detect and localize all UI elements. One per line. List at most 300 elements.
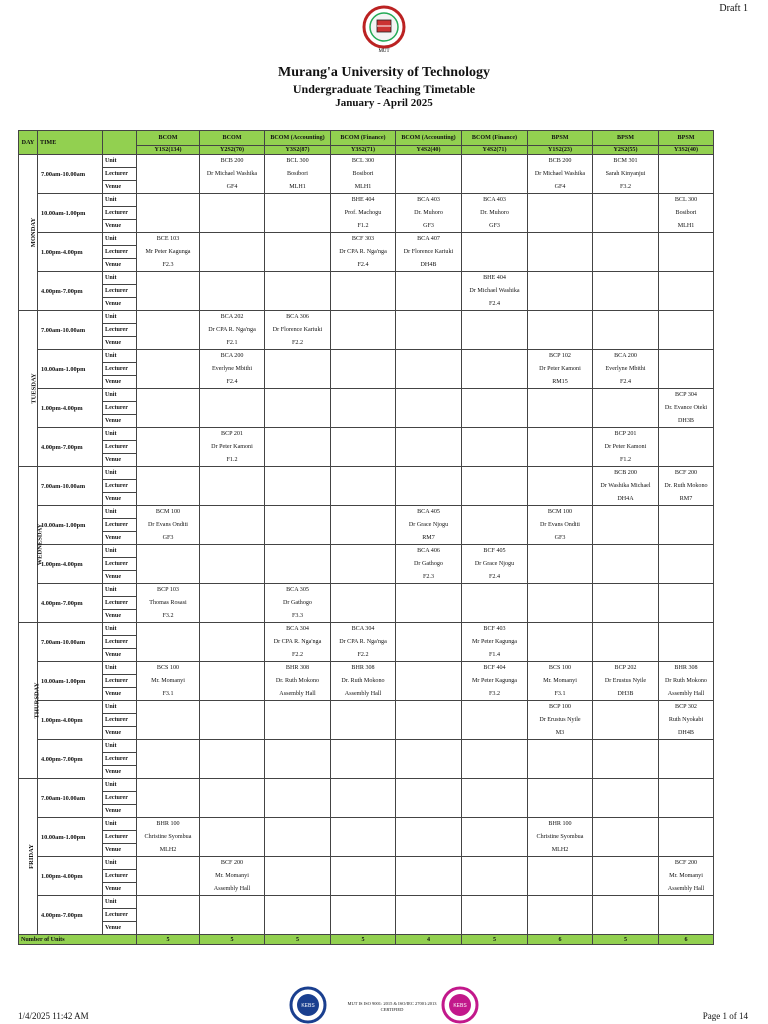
svg-text:KEBS: KEBS: [301, 1003, 315, 1009]
units-label: Number of Units: [19, 935, 137, 945]
timetable-cell: Dr Peter Kamoni: [200, 441, 265, 454]
timetable-cell: [593, 818, 659, 831]
timetable-cell: [265, 415, 331, 428]
timetable-cell: [331, 337, 396, 350]
program-group: Y3S2(40): [659, 146, 714, 155]
timetable-cell: [137, 428, 200, 441]
timetable-cell: [593, 298, 659, 311]
timetable-cell: [137, 155, 200, 168]
program-name: BPSM: [593, 131, 659, 146]
timetable-cell: [462, 779, 528, 792]
timetable-cell: [593, 753, 659, 766]
time-slot: 1.00pm-4.00pm: [38, 233, 103, 272]
row-label: Unit: [103, 155, 137, 168]
timetable-cell: GF4: [528, 181, 593, 194]
timetable-cell: [137, 181, 200, 194]
unit-count: 5: [331, 935, 396, 945]
table-row: [19, 909, 714, 922]
timetable-cell: [462, 597, 528, 610]
timetable-cell: [265, 480, 331, 493]
timetable-cell: [137, 779, 200, 792]
row-label: Lecturer: [103, 870, 137, 883]
timetable-cell: [265, 246, 331, 259]
timetable-cell: [200, 818, 265, 831]
timetable-cell: [593, 766, 659, 779]
row-label: Venue: [103, 454, 137, 467]
timetable-cell: [265, 922, 331, 935]
timetable-cell: F3.3: [265, 610, 331, 623]
table-row: [19, 727, 714, 740]
timetable-cell: [659, 376, 714, 389]
row-label: Venue: [103, 298, 137, 311]
timetable-cell: [137, 389, 200, 402]
timetable-cell: [331, 298, 396, 311]
timetable-cell: [528, 454, 593, 467]
timetable-cell: [462, 389, 528, 402]
timetable-cell: [265, 285, 331, 298]
timetable-cell: Dr Florence Kariuki: [265, 324, 331, 337]
timetable-cell: [331, 727, 396, 740]
timetable-cell: BHR 100: [528, 818, 593, 831]
timetable-cell: [331, 922, 396, 935]
timetable-cell: BCA 202: [200, 311, 265, 324]
timetable-cell: [528, 766, 593, 779]
timetable-cell: [137, 870, 200, 883]
timetable-cell: BCA 305: [265, 584, 331, 597]
timetable-cell: [659, 168, 714, 181]
table-row: [19, 753, 714, 766]
time-slot: 4.00pm-7.00pm: [38, 896, 103, 935]
timetable-cell: [462, 584, 528, 597]
day-name: THURSDAY: [33, 682, 41, 719]
timetable-cell: [396, 415, 462, 428]
timetable-cell: [200, 805, 265, 818]
timetable-cell: [265, 870, 331, 883]
university-logo: [359, 4, 409, 54]
timetable-cell: [593, 246, 659, 259]
program-name: BCOM: [200, 131, 265, 146]
timetable-cell: [200, 402, 265, 415]
timetable-cell: [396, 649, 462, 662]
timetable-cell: Dr. Evance Oteki: [659, 402, 714, 415]
timetable-cell: BCA 403: [462, 194, 528, 207]
row-label: Lecturer: [103, 441, 137, 454]
timetable-cell: [659, 519, 714, 532]
timetable-cell: Dr Erustus Nyile: [593, 675, 659, 688]
timetable-cell: BHR 100: [137, 818, 200, 831]
timetable-cell: Mr. Momanyi: [528, 675, 593, 688]
row-label: Venue: [103, 649, 137, 662]
timetable-cell: [462, 714, 528, 727]
timetable-cell: GF3: [462, 220, 528, 233]
timetable-cell: Dr Michael Washika: [200, 168, 265, 181]
timetable-cell: [200, 194, 265, 207]
row-label: Unit: [103, 623, 137, 636]
timetable-cell: [528, 428, 593, 441]
timetable-cell: [396, 467, 462, 480]
timetable-cell: [462, 831, 528, 844]
row-label: Venue: [103, 922, 137, 935]
timetable-cell: [265, 714, 331, 727]
timetable-cell: [593, 896, 659, 909]
page-number: Page 1 of 14: [702, 1011, 748, 1021]
time-header: TIME: [38, 131, 103, 155]
timetable-cell: RM7: [659, 493, 714, 506]
timetable-cell: Dr Gathogo: [265, 597, 331, 610]
timetable-cell: Christine Syombua: [528, 831, 593, 844]
timetable-cell: [265, 844, 331, 857]
table-row: [19, 623, 714, 636]
timetable-cell: [528, 415, 593, 428]
row-label: Venue: [103, 337, 137, 350]
timetable-cell: [528, 272, 593, 285]
timetable-cell: [528, 636, 593, 649]
timetable-cell: Dr CPA R. Nga'nga: [331, 246, 396, 259]
row-label: Unit: [103, 740, 137, 753]
table-row: [19, 337, 714, 350]
row-label: Lecturer: [103, 831, 137, 844]
timetable-cell: [462, 766, 528, 779]
timetable-cell: BCA 405: [396, 506, 462, 519]
timetable-cell: [593, 207, 659, 220]
timetable-cell: [396, 792, 462, 805]
timetable-cell: [396, 454, 462, 467]
program-name: BCOM (Finance): [462, 131, 528, 146]
timetable-cell: F2.4: [462, 298, 528, 311]
row-label: Venue: [103, 571, 137, 584]
timetable-cell: F1.4: [462, 649, 528, 662]
row-label: Unit: [103, 194, 137, 207]
timetable-cell: BCP 201: [200, 428, 265, 441]
table-row: [19, 714, 714, 727]
timetable-cell: [200, 493, 265, 506]
timetable-cell: Dr Gathogo: [396, 558, 462, 571]
timetable-cell: [593, 883, 659, 896]
timetable-cell: [659, 909, 714, 922]
row-label: Venue: [103, 727, 137, 740]
table-row: [19, 454, 714, 467]
timetable-cell: BCF 404: [462, 662, 528, 675]
table-row: [19, 246, 714, 259]
timetable-cell: [396, 376, 462, 389]
timetable-cell: [462, 844, 528, 857]
timetable-cell: Dr Michael Washika: [462, 285, 528, 298]
timetable-cell: [137, 363, 200, 376]
timetable-cell: [331, 896, 396, 909]
timetable-cell: BCA 403: [396, 194, 462, 207]
timetable-cell: F3.1: [528, 688, 593, 701]
timetable-cell: [265, 545, 331, 558]
timetable-cell: F3.1: [137, 688, 200, 701]
timetable-cell: [462, 883, 528, 896]
timetable-cell: [200, 532, 265, 545]
timetable-cell: MLH1: [659, 220, 714, 233]
timetable-cell: [528, 649, 593, 662]
timetable-cell: [659, 571, 714, 584]
table-row: [19, 792, 714, 805]
timetable-cell: [396, 714, 462, 727]
timetable-cell: [659, 753, 714, 766]
timetable-cell: [396, 896, 462, 909]
timetable-cell: [265, 896, 331, 909]
timetable-cell: [331, 402, 396, 415]
timetable-cell: [396, 168, 462, 181]
table-row: [19, 272, 714, 285]
timetable-cell: [593, 532, 659, 545]
day-cell: [19, 311, 38, 467]
timetable-cell: [528, 311, 593, 324]
timetable-cell: [265, 376, 331, 389]
timetable-cell: [593, 571, 659, 584]
timetable-cell: [331, 376, 396, 389]
row-label: Unit: [103, 896, 137, 909]
timetable-cell: DH4A: [593, 493, 659, 506]
timetable-cell: [659, 155, 714, 168]
timetable-cell: [462, 350, 528, 363]
timetable-cell: [396, 701, 462, 714]
row-label: Unit: [103, 662, 137, 675]
timetable-cell: [265, 909, 331, 922]
timetable-cell: [462, 402, 528, 415]
timetable-cell: [137, 571, 200, 584]
timetable-cell: Dr. Ruth Mokono: [659, 480, 714, 493]
timetable-cell: [265, 350, 331, 363]
timetable-cell: [528, 480, 593, 493]
timetable-cell: [396, 493, 462, 506]
timetable-cell: [462, 519, 528, 532]
table-row: [19, 155, 714, 168]
timetable-cell: GF3: [396, 220, 462, 233]
timetable-cell: [396, 909, 462, 922]
row-label: Lecturer: [103, 168, 137, 181]
timetable-cell: [462, 441, 528, 454]
timetable-cell: BCB 200: [528, 155, 593, 168]
timetable-cell: [331, 311, 396, 324]
program-name: BCOM (Accounting): [265, 131, 331, 146]
timetable-cell: [462, 454, 528, 467]
table-row: [19, 233, 714, 246]
timetable-cell: [593, 909, 659, 922]
timetable-cell: BCP 202: [593, 662, 659, 675]
timetable-cell: BCL 300: [265, 155, 331, 168]
timetable-cell: [265, 740, 331, 753]
draft-label: Draft 1: [719, 3, 748, 14]
row-label: Lecturer: [103, 246, 137, 259]
row-label: Lecturer: [103, 324, 137, 337]
table-row: [19, 701, 714, 714]
timetable-cell: Dr CPA R. Nga'nga: [200, 324, 265, 337]
timetable-cell: [659, 311, 714, 324]
timetable-cell: [137, 922, 200, 935]
timetable-cell: [462, 155, 528, 168]
row-label: Lecturer: [103, 675, 137, 688]
time-slot: 1.00pm-4.00pm: [38, 389, 103, 428]
timetable-cell: [137, 545, 200, 558]
timetable-cell: [593, 337, 659, 350]
time-slot: 10.00am-1.00pm: [38, 818, 103, 857]
timetable-cell: [396, 285, 462, 298]
timetable-cell: [659, 363, 714, 376]
table-row: [19, 480, 714, 493]
timetable-cell: [137, 727, 200, 740]
timetable-cell: [659, 818, 714, 831]
timetable-cell: [137, 896, 200, 909]
table-row: [19, 584, 714, 597]
timetable-cell: F2.4: [200, 376, 265, 389]
timetable-cell: F2.2: [265, 649, 331, 662]
row-label: Lecturer: [103, 792, 137, 805]
timetable-cell: BHE 404: [462, 272, 528, 285]
timetable-cell: [396, 584, 462, 597]
timetable-cell: [593, 233, 659, 246]
timetable-cell: [593, 389, 659, 402]
timetable-cell: [137, 883, 200, 896]
timetable-cell: [265, 272, 331, 285]
timetable-cell: [331, 753, 396, 766]
timetable-cell: Mr. Momanyi: [200, 870, 265, 883]
timetable-cell: [265, 701, 331, 714]
timetable-cell: [137, 194, 200, 207]
timetable-cell: [137, 207, 200, 220]
timetable-cell: [462, 506, 528, 519]
unit-count: 6: [528, 935, 593, 945]
table-row: [19, 194, 714, 207]
timetable-cell: [396, 675, 462, 688]
timetable-cell: [265, 194, 331, 207]
timetable-cell: [462, 493, 528, 506]
timetable-cell: GF3: [137, 532, 200, 545]
timetable-cell: BHR 308: [265, 662, 331, 675]
timetable-cell: [200, 727, 265, 740]
timetable-cell: [528, 220, 593, 233]
timetable-cell: [331, 805, 396, 818]
timetable-cell: [528, 337, 593, 350]
timetable-cell: [137, 402, 200, 415]
timetable-cell: [528, 558, 593, 571]
timetable-cell: [528, 896, 593, 909]
timetable-cell: BCA 407: [396, 233, 462, 246]
timetable-cell: [659, 844, 714, 857]
timetable-cell: [396, 441, 462, 454]
timetable-cell: [331, 714, 396, 727]
timetable-cell: [331, 454, 396, 467]
timetable-cell: [137, 298, 200, 311]
timetable-cell: [137, 454, 200, 467]
row-label: Unit: [103, 506, 137, 519]
timetable-cell: [659, 610, 714, 623]
timetable-cell: [137, 792, 200, 805]
timetable-cell: [528, 493, 593, 506]
table-row: [19, 532, 714, 545]
day-name: FRIDAY: [27, 844, 35, 869]
timetable-cell: [137, 623, 200, 636]
day-name: TUESDAY: [30, 373, 38, 404]
timetable-cell: [528, 285, 593, 298]
timetable-cell: BCP 304: [659, 389, 714, 402]
table-row: [19, 662, 714, 675]
timetable-cell: Assembly Hall: [659, 688, 714, 701]
timetable-cell: [462, 909, 528, 922]
timetable-cell: [593, 311, 659, 324]
timetable-cell: [200, 467, 265, 480]
row-label: Venue: [103, 766, 137, 779]
day-header: DAY: [19, 131, 38, 155]
timetable-cell: [659, 922, 714, 935]
table-row: [19, 428, 714, 441]
timetable-cell: BCM 301: [593, 155, 659, 168]
table-row: [19, 168, 714, 181]
timetable-cell: [331, 870, 396, 883]
row-label: Unit: [103, 467, 137, 480]
timetable-cell: Assembly Hall: [200, 883, 265, 896]
timetable-cell: Dr Evans Onditi: [137, 519, 200, 532]
timetable-cell: [265, 467, 331, 480]
time-slot: 7.00am-10.00am: [38, 779, 103, 818]
timetable-cell: [137, 441, 200, 454]
timetable-cell: BCL 300: [659, 194, 714, 207]
timetable-cell: Dr Michael Washika: [528, 168, 593, 181]
timetable-cell: [593, 779, 659, 792]
timetable-cell: [331, 350, 396, 363]
timetable-cell: BCA 304: [331, 623, 396, 636]
timetable-cell: [462, 428, 528, 441]
table-row: [19, 220, 714, 233]
timetable-cell: [528, 870, 593, 883]
timetable-cell: [137, 220, 200, 233]
timetable-cell: [528, 545, 593, 558]
timetable-cell: BCM 100: [528, 506, 593, 519]
timetable-cell: [528, 909, 593, 922]
table-row: [19, 467, 714, 480]
timetable-cell: [137, 311, 200, 324]
row-label: Venue: [103, 610, 137, 623]
timetable-cell: Dr Grace Njogu: [462, 558, 528, 571]
timetable-cell: F1.2: [593, 454, 659, 467]
timetable-cell: DH3B: [593, 688, 659, 701]
timetable-cell: [265, 779, 331, 792]
program-group: Y4S2(40): [396, 146, 462, 155]
program-name: BCOM: [137, 131, 200, 146]
timetable-cell: [137, 805, 200, 818]
timetable-cell: [396, 844, 462, 857]
timetable-cell: Dr Grace Njogu: [396, 519, 462, 532]
timetable-cell: [593, 610, 659, 623]
row-label: Lecturer: [103, 909, 137, 922]
timetable-cell: [528, 246, 593, 259]
timetable-cell: [331, 493, 396, 506]
timetable-cell: [200, 909, 265, 922]
table-row: [19, 610, 714, 623]
timetable-cell: [462, 480, 528, 493]
table-row: [19, 259, 714, 272]
timetable-cell: [462, 259, 528, 272]
timetable-cell: [331, 480, 396, 493]
timetable-cell: [331, 792, 396, 805]
timetable-cell: [331, 740, 396, 753]
timetable-cell: [396, 610, 462, 623]
table-row: [19, 922, 714, 935]
timetable-cell: F1.2: [200, 454, 265, 467]
timetable-cell: [659, 636, 714, 649]
row-label: Venue: [103, 688, 137, 701]
timetable-cell: [528, 610, 593, 623]
timetable-cell: [137, 766, 200, 779]
timetable-cell: [331, 597, 396, 610]
timetable-cell: [265, 428, 331, 441]
timetable-cell: [137, 740, 200, 753]
table-row: [19, 350, 714, 363]
timetable-subtitle: Undergraduate Teaching Timetable: [292, 82, 476, 96]
